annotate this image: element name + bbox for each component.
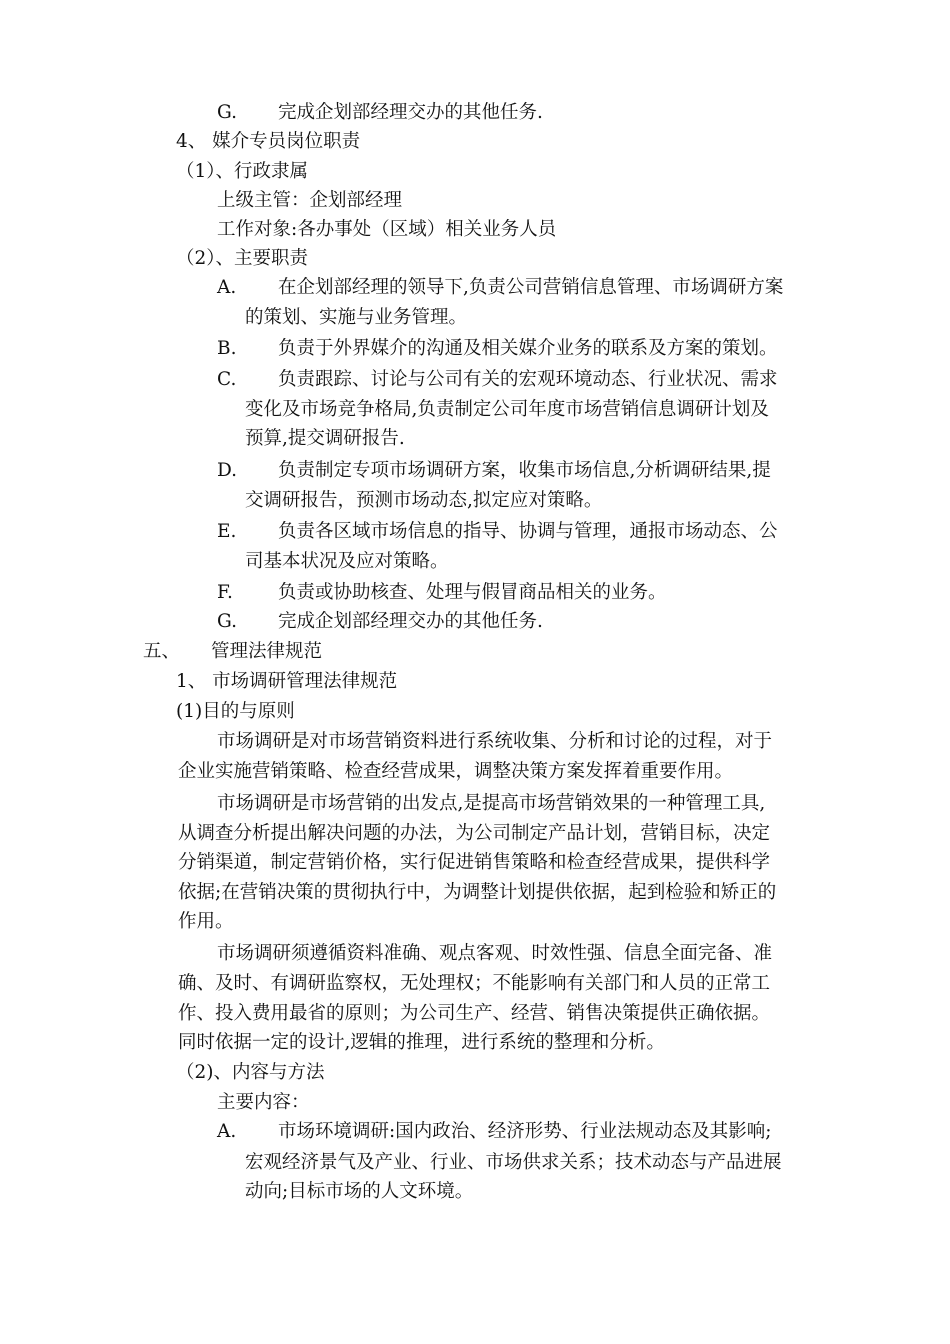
list-item-text: 变化及市场竞争格局,负责制定公司年度市场营销信息调研计划及 — [245, 399, 769, 420]
section-heading: 1、 市场调研管理法律规范 — [176, 671, 398, 692]
subsection-heading: （2）、主要职责 — [176, 248, 309, 269]
paragraph-line: 主要内容： — [217, 1092, 310, 1113]
list-item-text: 负责跟踪、讨论与公司有关的宏观环境动态、行业状况、需求 — [278, 369, 778, 390]
list-item-text: 司基本状况及应对策略。 — [245, 551, 449, 572]
list-item-text: 完成企划部经理交办的其他任务. — [278, 102, 543, 123]
list-marker: E. — [217, 521, 237, 542]
list-marker: G. — [217, 611, 237, 632]
list-item-text: 负责制定专项市场调研方案，收集市场信息,分析调研结果,提 — [278, 460, 771, 481]
paragraph-line: 工作对象:各办事处（区域）相关业务人员 — [217, 219, 557, 240]
paragraph-line: 从调查分析提出解决问题的办法，为公司制定产品计划，营销目标，决定 — [178, 823, 771, 844]
list-item-text: 动向;目标市场的人文环境。 — [245, 1181, 474, 1202]
list-item-text: 在企划部经理的领导下,负责公司营销信息管理、市场调研方案 — [278, 277, 784, 298]
list-marker: B. — [217, 338, 237, 359]
list-item-text: 预算,提交调研报告. — [245, 428, 405, 449]
list-item-text: 负责各区域市场信息的指导、协调与管理，通报市场动态、公 — [278, 521, 778, 542]
list-item-text: 市场环境调研:国内政治、经济形势、行业法规动态及其影响; — [278, 1121, 772, 1142]
list-item-text: 负责或协助核查、处理与假冒商品相关的业务。 — [278, 582, 667, 603]
list-marker: C. — [217, 369, 237, 390]
paragraph-line: 同时依据一定的设计,逻辑的推理，进行系统的整理和分析。 — [178, 1032, 665, 1053]
list-item-text: 宏观经济景气及产业、行业、市场供求关系；技术动态与产品进展 — [245, 1152, 782, 1173]
subsection-heading: （2)、内容与方法 — [176, 1062, 325, 1083]
list-item-text: 的策划、实施与业务管理。 — [245, 307, 468, 328]
chapter-marker: 五、 — [143, 641, 181, 662]
subsection-heading: (1)目的与原则 — [176, 701, 295, 722]
paragraph-line: 作、投入费用最省的原则；为公司生产、经营、销售决策提供正确依据。 — [178, 1003, 771, 1024]
paragraph-line: 上级主管：企划部经理 — [217, 190, 403, 211]
subsection-heading: （1）、行政隶属 — [176, 161, 309, 182]
list-marker: D. — [217, 460, 238, 481]
paragraph-line: 企业实施营销策略、检查经营成果，调整决策方案发挥着重要作用。 — [178, 761, 734, 782]
list-item-text: 完成企划部经理交办的其他任务. — [278, 611, 543, 632]
paragraph-line: 市场调研是对市场营销资料进行系统收集、分析和讨论的过程，对于 — [217, 731, 773, 752]
chapter-title: 管理法律规范 — [211, 641, 323, 662]
list-marker: F. — [217, 582, 233, 603]
list-item-text: 负责于外界媒介的沟通及相关媒介业务的联系及方案的策划。 — [278, 338, 778, 359]
list-marker: A. — [217, 1121, 237, 1142]
list-marker: A. — [217, 277, 237, 298]
list-item-text: 交调研报告，预测市场动态,拟定应对策略。 — [245, 490, 603, 511]
list-marker: G. — [217, 102, 237, 123]
paragraph-line: 确、及时、有调研监察权，无处理权；不能影响有关部门和人员的正常工 — [178, 973, 771, 994]
paragraph-line: 作用。 — [178, 911, 234, 932]
paragraph-line: 分销渠道，制定营销价格，实行促进销售策略和检查经营成果，提供科学 — [178, 852, 771, 873]
section-heading: 4、 媒介专员岗位职责 — [176, 131, 361, 152]
paragraph-line: 市场调研须遵循资料准确、观点客观、时效性强、信息全面完备、准 — [217, 943, 773, 964]
paragraph-line: 依据;在营销决策的贯彻执行中，为调整计划提供依据，起到检验和矫正的 — [178, 882, 777, 903]
paragraph-line: 市场调研是市场营销的出发点,是提高市场营销效果的一种管理工具, — [217, 793, 766, 814]
